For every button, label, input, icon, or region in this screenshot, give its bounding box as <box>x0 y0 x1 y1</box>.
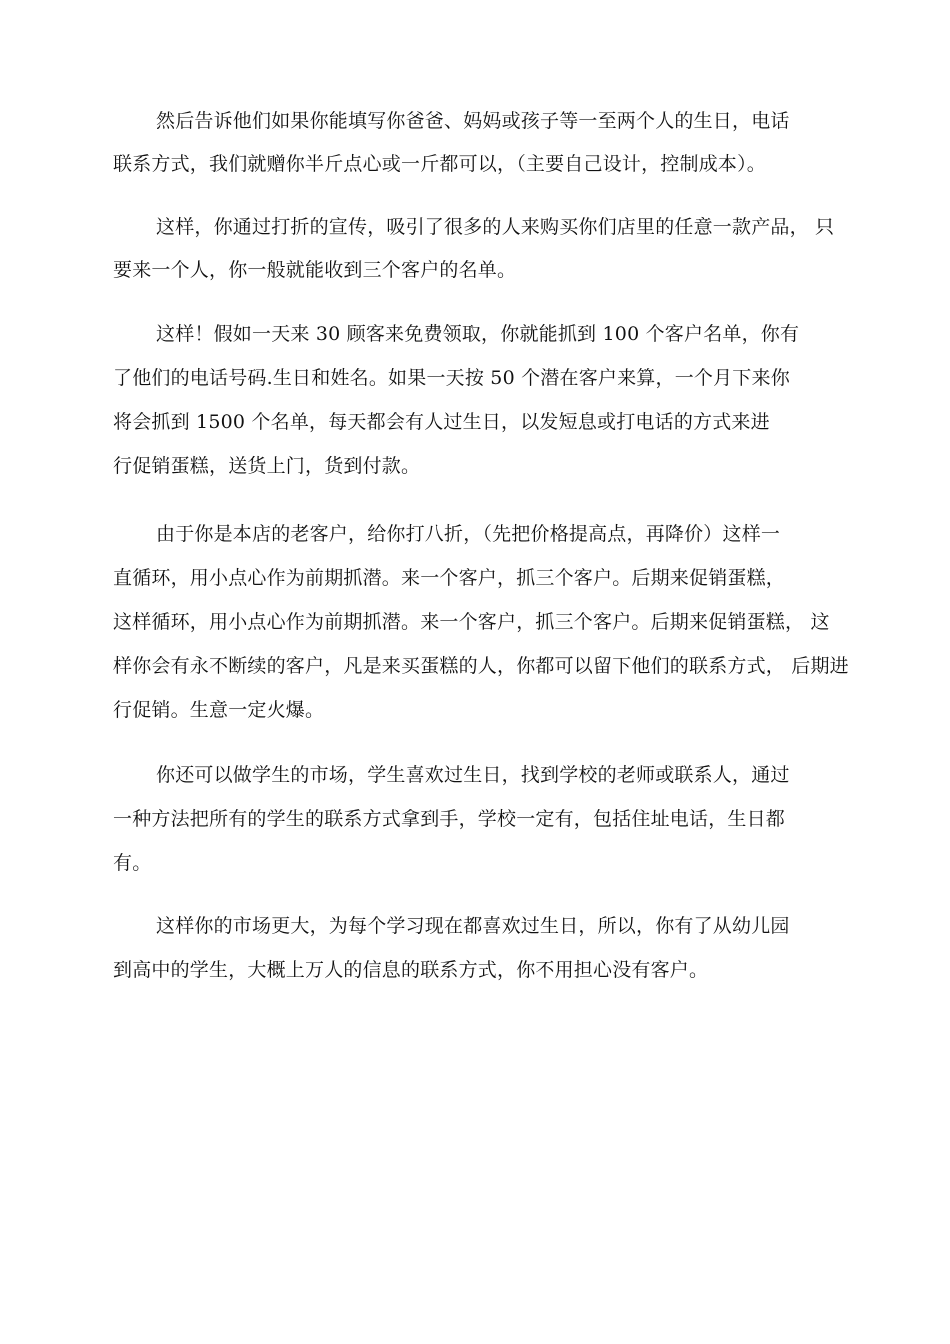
paragraph-4-line-4: 样你会有永不断续的客户，凡是来买蛋糕的人，你都可以留下他们的联系方式， 后期进 <box>113 655 849 677</box>
paragraph-5-line-1: 你还可以做学生的市场，学生喜欢过生日，找到学校的老师或联系人，通过 <box>156 764 790 786</box>
paragraph-2-line-1: 这样，你通过打折的宣传，吸引了很多的人来购买你们店里的任意一款产品， 只 <box>156 216 835 238</box>
paragraph-4-line-1: 由于你是本店的老客户，给你打八折，（先把价格提高点，再降价）这样一 <box>156 523 781 545</box>
paragraph-5-line-2: 一种方法把所有的学生的联系方式拿到手，学校一定有，包括住址电话，生日都 <box>113 808 786 830</box>
paragraph-3-line-4: 行促销蛋糕，送货上门，货到付款。 <box>113 455 421 477</box>
paragraph-3-line-2: 了他们的电话号码.生日和姓名。如果一天按 50 个潜在客户来算，一个月下来你 <box>113 367 790 389</box>
paragraph-4-line-3: 这样循环，用小点心作为前期抓潜。来一个客户，抓三个客户。后期来促销蛋糕， 这 <box>113 611 830 633</box>
paragraph-2-line-2: 要来一个人，你一般就能收到三个客户的名单。 <box>113 259 517 281</box>
paragraph-4-line-5: 行促销。生意一定火爆。 <box>113 699 325 721</box>
paragraph-4-line-2: 直循环，用小点心作为前期抓潜。来一个客户，抓三个客户。后期来促销蛋糕， <box>113 567 786 589</box>
paragraph-1-line-2: 联系方式，我们就赠你半斤点心或一斤都可以，（主要自己设计，控制成本）。 <box>113 153 767 175</box>
paragraph-3-line-1: 这样！假如一天来 30 顾客来免费领取，你就能抓到 100 个客户名单，你有 <box>156 323 800 345</box>
paragraph-1-line-1: 然后告诉他们如果你能填写你爸爸、妈妈或孩子等一至两个人的生日，电话 <box>156 110 790 132</box>
paragraph-6-line-2: 到高中的学生，大概上万人的信息的联系方式，你不用担心没有客户。 <box>113 959 709 981</box>
paragraph-3-line-3: 将会抓到 1500 个名单，每天都会有人过生日，以发短息或打电话的方式来进 <box>113 411 770 433</box>
paragraph-5-line-3: 有。 <box>113 852 152 874</box>
paragraph-6-line-1: 这样你的市场更大，为每个学习现在都喜欢过生日，所以，你有了从幼儿园 <box>156 915 790 937</box>
